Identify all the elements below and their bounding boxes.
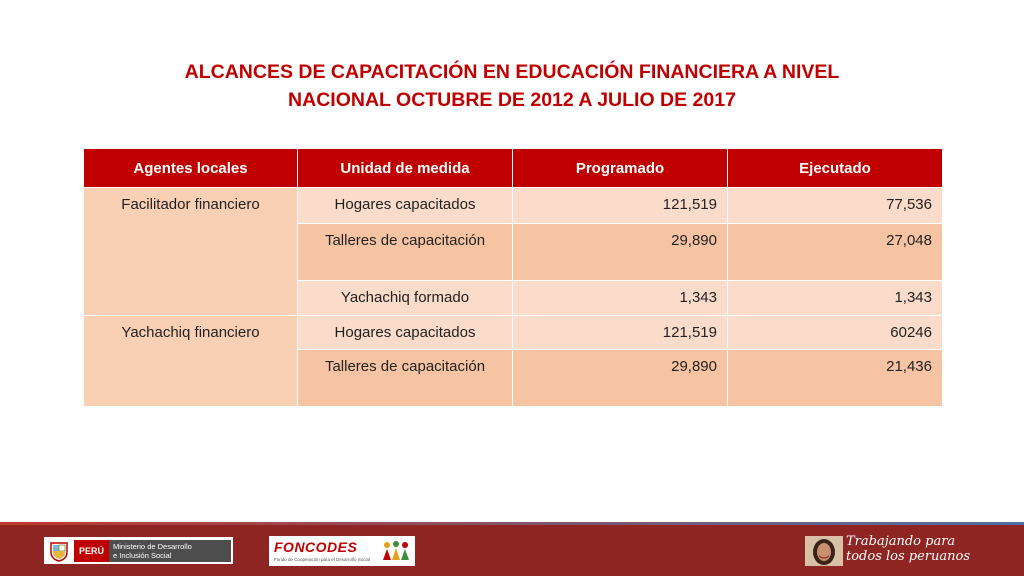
peru-shield-icon — [48, 540, 70, 562]
title-line-1: ALCANCES DE CAPACITACIÓN EN EDUCACIÓN FINANCIERA A NIVEL — [184, 61, 840, 83]
peru-label: PERÚ — [74, 540, 109, 562]
title-line-2: NACIONAL OCTUBRE DE 2012 A JULIO DE 2017 — [288, 89, 736, 111]
header-programado: Programado — [513, 149, 728, 188]
header-ejecutado: Ejecutado — [728, 149, 943, 188]
ministry-line-1: Ministerio de Desarrollo — [113, 541, 192, 551]
header-unidad: Unidad de medida — [298, 149, 513, 188]
ministry-name — [109, 540, 231, 562]
ministry-logo — [44, 537, 233, 564]
ejecutado-cell: 27,048 — [728, 224, 943, 281]
unidad-cell: Hogares capacitados — [298, 188, 513, 224]
unidad-cell: Talleres de capacitación — [298, 224, 513, 281]
table-row — [84, 316, 943, 350]
ejecutado-cell: 77,536 — [728, 188, 943, 224]
slide-title — [0, 58, 1024, 114]
ejecutado-cell: 21,436 — [728, 350, 943, 407]
foncodes-logo — [269, 536, 415, 566]
woman-portrait-icon — [805, 536, 843, 566]
table-row — [84, 188, 943, 224]
slogan-text — [846, 534, 970, 564]
footer-stripe — [0, 522, 1024, 525]
foncodes-figures-icon — [381, 540, 411, 562]
ministry-line-2: e Inclusión Social — [113, 550, 172, 560]
slogan-photo — [805, 536, 843, 566]
programado-cell: 121,519 — [513, 188, 728, 224]
slogan-line-1: Trabajando para — [846, 534, 956, 549]
programado-cell: 29,890 — [513, 350, 728, 407]
programado-cell: 29,890 — [513, 224, 728, 281]
foncodes-subtitle: Fondo de Cooperación para el Desarrollo Social — [274, 557, 371, 562]
ejecutado-cell: 60246 — [728, 316, 943, 350]
capacitation-table — [83, 148, 943, 407]
ejecutado-cell: 1,343 — [728, 281, 943, 316]
unidad-cell: Hogares capacitados — [298, 316, 513, 350]
programado-cell: 121,519 — [513, 316, 728, 350]
programado-cell: 1,343 — [513, 281, 728, 316]
slogan-line-2: todos los peruanos — [846, 549, 971, 564]
unidad-cell: Talleres de capacitación — [298, 350, 513, 407]
header-agentes: Agentes locales — [84, 149, 298, 188]
foncodes-label: FONCODES — [274, 539, 358, 555]
agent-cell: Facilitador financiero — [84, 188, 298, 316]
unidad-cell: Yachachiq formado — [298, 281, 513, 316]
table-header-row — [84, 149, 943, 188]
agent-cell: Yachachiq financiero — [84, 316, 298, 407]
